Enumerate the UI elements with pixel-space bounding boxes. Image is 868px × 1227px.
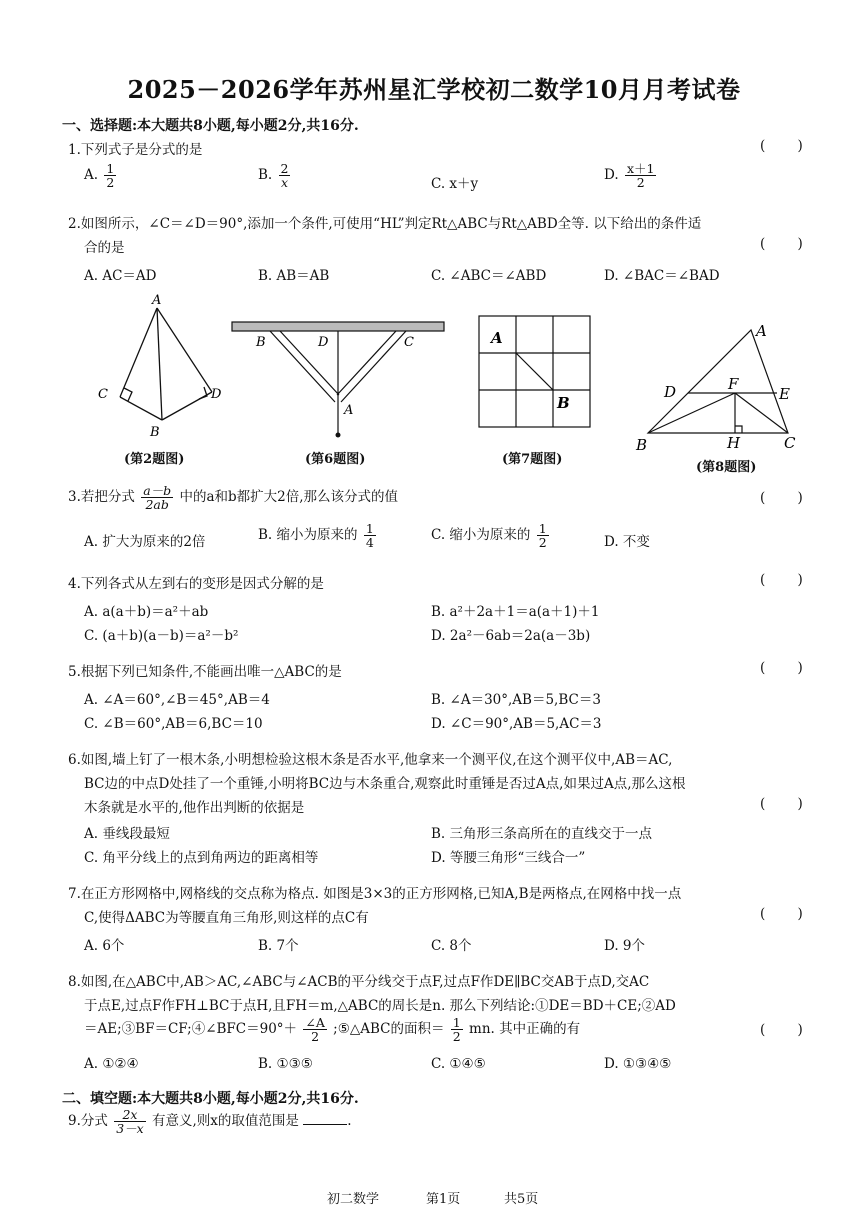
- numerator: x＋1: [626, 161, 655, 176]
- segment-ba-inner: [280, 331, 339, 395]
- segment-cb: [120, 397, 162, 420]
- right-angle-h: [735, 426, 742, 433]
- label-a: A: [756, 322, 767, 340]
- option-text: C. 缩小为原来的: [431, 527, 531, 544]
- figure-q7-grid: [476, 313, 594, 431]
- q9-stem-post: 有意义,则x的取值范围是: [152, 1113, 299, 1130]
- q8-line3-post: mn. 其中正确的有: [469, 1021, 581, 1038]
- numerator: 1: [365, 521, 374, 536]
- q4-option-a[interactable]: A. a(a＋b)＝a²＋ab: [84, 604, 209, 620]
- label-a: A: [152, 293, 162, 308]
- footer-subject: 初二数学: [327, 1192, 380, 1207]
- denominator: 2ab: [145, 497, 169, 513]
- q8-option-a[interactable]: A. ①②④: [84, 1056, 139, 1072]
- numerator: ∠A: [305, 1015, 325, 1030]
- q2-option-a[interactable]: A. AC＝AD: [84, 268, 157, 284]
- label-d: D: [318, 335, 329, 350]
- q6-stem-line3: 木条就是水平的,他作出判断的依据是: [84, 800, 305, 816]
- denominator: 2: [636, 175, 645, 191]
- q9-stem-pre: 9.分式: [68, 1113, 108, 1130]
- q2-option-d[interactable]: D. ∠BAC＝∠BAD: [604, 268, 720, 284]
- label-b: B: [557, 394, 570, 412]
- q2-stem-line2: 合的是: [84, 240, 125, 256]
- denominator: 2: [538, 535, 547, 551]
- denominator: 4: [365, 535, 374, 551]
- q9-stem: [68, 1108, 352, 1135]
- caption-fig7: (第7题图): [502, 452, 563, 467]
- footer-total-pages: 共5页: [504, 1192, 539, 1207]
- q8-option-d[interactable]: D. ①③④⑤: [604, 1056, 672, 1072]
- q2-stem-line1: 2.如图所示，∠C＝∠D＝90°,添加一个条件,可使用“HL”判定Rt△ABC与Rt△ABD全等. 以下给出的条件适: [68, 216, 702, 232]
- option-label: D.: [604, 167, 619, 184]
- denominator: 2: [452, 1029, 461, 1045]
- q5-option-d[interactable]: D. ∠C＝90°,AB＝5,AC＝3: [431, 716, 602, 732]
- numerator: 2x: [114, 1108, 146, 1122]
- q6-option-a[interactable]: A. 垂线段最短: [84, 826, 170, 842]
- q8-line3-mid: ;⑤△ABC的面积＝: [333, 1021, 445, 1038]
- fraction: [625, 162, 657, 189]
- section-heading-fill: 二、填空题:本大题共8小题,每小题2分,共16分.: [62, 1091, 359, 1107]
- fraction: [537, 522, 549, 549]
- label-b: B: [636, 436, 648, 454]
- right-angle-d: [199, 387, 207, 399]
- q8-stem-line3: [84, 1016, 580, 1043]
- label-a: A: [491, 329, 503, 347]
- q8-option-b[interactable]: B. ①③⑤: [258, 1056, 313, 1072]
- numerator: a－b: [143, 483, 172, 498]
- q7-option-a[interactable]: A. 6个: [84, 938, 125, 954]
- figure-q2: [90, 290, 230, 450]
- q4-answer-paren[interactable]: ( ): [760, 572, 817, 588]
- label-h: H: [727, 434, 741, 452]
- q5-answer-paren[interactable]: ( ): [760, 660, 817, 676]
- q7-stem-line2: C,使得ΔABC为等腰直角三角形,则这样的点C有: [84, 910, 369, 926]
- q3-option-a[interactable]: A. 扩大为原来的2倍: [84, 534, 206, 550]
- q1-option-a[interactable]: [84, 162, 118, 189]
- segment-db: [162, 392, 212, 420]
- label-b: B: [256, 335, 266, 350]
- q7-option-b[interactable]: B. 7个: [258, 938, 299, 954]
- q6-option-c[interactable]: C. 角平分线上的点到角两边的距离相等: [84, 850, 319, 866]
- section-heading-choice: 一、选择题:本大题共8小题,每小题2分,共16分.: [62, 118, 359, 134]
- q5-option-b[interactable]: B. ∠A＝30°,AB＝5,BC＝3: [431, 692, 601, 708]
- q2-option-c[interactable]: C. ∠ABC＝∠ABD: [431, 268, 547, 284]
- fraction: [364, 522, 376, 549]
- segment-ab: [516, 353, 553, 390]
- fraction: [279, 162, 291, 189]
- q1-stem: 1.下列式子是分式的是: [68, 142, 203, 158]
- q3-stem: [68, 484, 398, 511]
- q2-answer-paren[interactable]: ( ): [760, 236, 817, 252]
- fraction: [104, 162, 116, 189]
- q8-stem-line2: 于点E,过点F作FH⊥BC于点H,且FH＝m,△ABC的周长是n. 那么下列结论:①DE＝BD＋CE;②AD: [84, 998, 676, 1014]
- numerator: 1: [538, 521, 547, 536]
- right-angle-c: [124, 388, 132, 401]
- denominator: 2: [311, 1029, 320, 1045]
- caption-fig2: (第2题图): [124, 452, 185, 467]
- caption-fig6: (第6题图): [305, 452, 366, 467]
- label-d: D: [664, 383, 677, 401]
- q4-option-c[interactable]: C. (a＋b)(a－b)＝a²－b²: [84, 628, 239, 644]
- numerator: 2: [280, 161, 289, 176]
- segment-ac: [120, 308, 157, 397]
- fraction: [303, 1016, 327, 1043]
- q9-stem-end: .: [347, 1113, 352, 1130]
- q3-fraction: [141, 484, 173, 511]
- q1-option-b[interactable]: [258, 162, 292, 189]
- label-d: D: [211, 387, 222, 402]
- q8-answer-paren[interactable]: ( ): [760, 1022, 817, 1038]
- caption-fig8: (第8题图): [696, 460, 757, 475]
- q3-option-b[interactable]: [258, 522, 378, 549]
- figure-q8: [632, 314, 812, 454]
- q5-option-a[interactable]: A. ∠A＝60°,∠B＝45°,AB＝4: [84, 692, 270, 708]
- segment-ca-inner: [337, 331, 396, 395]
- q6-answer-paren[interactable]: ( ): [760, 796, 817, 812]
- label-f: F: [728, 375, 739, 393]
- label-b: B: [150, 425, 160, 440]
- q6-stem-line2: BC边的中点D处挂了一个重锤,小明将BC边与木条重合,观察此时重锤是否过A点,如果过A点,那么这根: [84, 776, 686, 792]
- q7-option-c[interactable]: C. 8个: [431, 938, 472, 954]
- q1-answer-paren[interactable]: ( ): [760, 138, 817, 154]
- fraction: [451, 1016, 463, 1043]
- denominator: 3－x: [116, 1121, 144, 1137]
- footer-page-number: 第1页: [426, 1192, 461, 1207]
- q2-option-b[interactable]: B. AB＝AB: [258, 268, 330, 284]
- q5-option-c[interactable]: C. ∠B＝60°,AB＝6,BC＝10: [84, 716, 263, 732]
- label-c: C: [98, 387, 108, 402]
- q4-option-d[interactable]: D. 2a²－6ab＝2a(a－3b): [431, 628, 591, 644]
- wooden-bar: [232, 322, 444, 331]
- segment-bf: [648, 393, 735, 433]
- option-label: B.: [258, 167, 273, 184]
- segment-ab: [157, 308, 162, 420]
- q6-option-d[interactable]: D. 等腰三角形“三线合一”: [431, 850, 586, 866]
- q3-option-d[interactable]: D. 不变: [604, 534, 650, 550]
- numerator: 1: [452, 1015, 461, 1030]
- q6-stem-line1: 6.如图,墙上钉了一根木条,小明想检验这根木条是否水平,他拿来一个测平仪,在这个测平仪中,AB＝AC,: [68, 752, 673, 768]
- q9-fraction: [114, 1108, 146, 1135]
- q1-option-d[interactable]: [604, 162, 658, 189]
- q8-line3-pre: ＝AE;③BF＝CF;④∠BFC＝90°＋: [84, 1021, 298, 1038]
- q3-stem-post: 中的a和b都扩大2倍,那么该分式的值: [179, 489, 399, 506]
- q8-stem-line1: 8.如图,在△ABC中,AB＞AC,∠ABC与∠ACB的平分线交于点F,过点F作DE∥BC交AB于点D,交AC: [68, 974, 650, 990]
- plumb-weight: [336, 433, 341, 438]
- option-text: B. 缩小为原来的: [258, 527, 358, 544]
- q4-option-b[interactable]: B. a²＋2a＋1＝a(a＋1)＋1: [431, 604, 600, 620]
- segment-ad: [157, 308, 212, 392]
- q1-option-c[interactable]: C. x＋y: [431, 176, 479, 192]
- q3-option-c[interactable]: [431, 522, 551, 549]
- q3-answer-paren[interactable]: ( ): [760, 490, 817, 506]
- denominator: 2: [106, 175, 115, 191]
- segment-ca-outer: [341, 331, 406, 402]
- q6-option-b[interactable]: B. 三角形三条高所在的直线交于一点: [431, 826, 653, 842]
- numerator: 1: [106, 161, 115, 176]
- q7-stem-line1: 7.在正方形网格中,网格线的交点称为格点. 如图是3×3的正方形网格,已知A,B是两格点,在网格中找一点: [68, 886, 682, 902]
- q9-answer-blank[interactable]: [303, 1112, 347, 1125]
- q8-option-c[interactable]: C. ①④⑤: [431, 1056, 486, 1072]
- label-a: A: [344, 403, 354, 418]
- q7-answer-paren[interactable]: ( ): [760, 906, 817, 922]
- label-c: C: [784, 434, 796, 452]
- q3-stem-pre: 3.若把分式: [68, 489, 135, 506]
- q5-stem: 5.根据下列已知条件,不能画出唯一△ABC的是: [68, 664, 342, 680]
- label-e: E: [779, 385, 790, 403]
- denominator: x: [280, 175, 289, 191]
- q4-stem: 4.下列各式从左到右的变形是因式分解的是: [68, 576, 324, 592]
- exam-title: 2025－2026学年苏州星汇学校初二数学10月月考试卷: [127, 75, 741, 104]
- q7-option-d[interactable]: D. 9个: [604, 938, 646, 954]
- figure-q6: [228, 318, 448, 443]
- label-c: C: [404, 335, 414, 350]
- option-label: A.: [84, 167, 99, 184]
